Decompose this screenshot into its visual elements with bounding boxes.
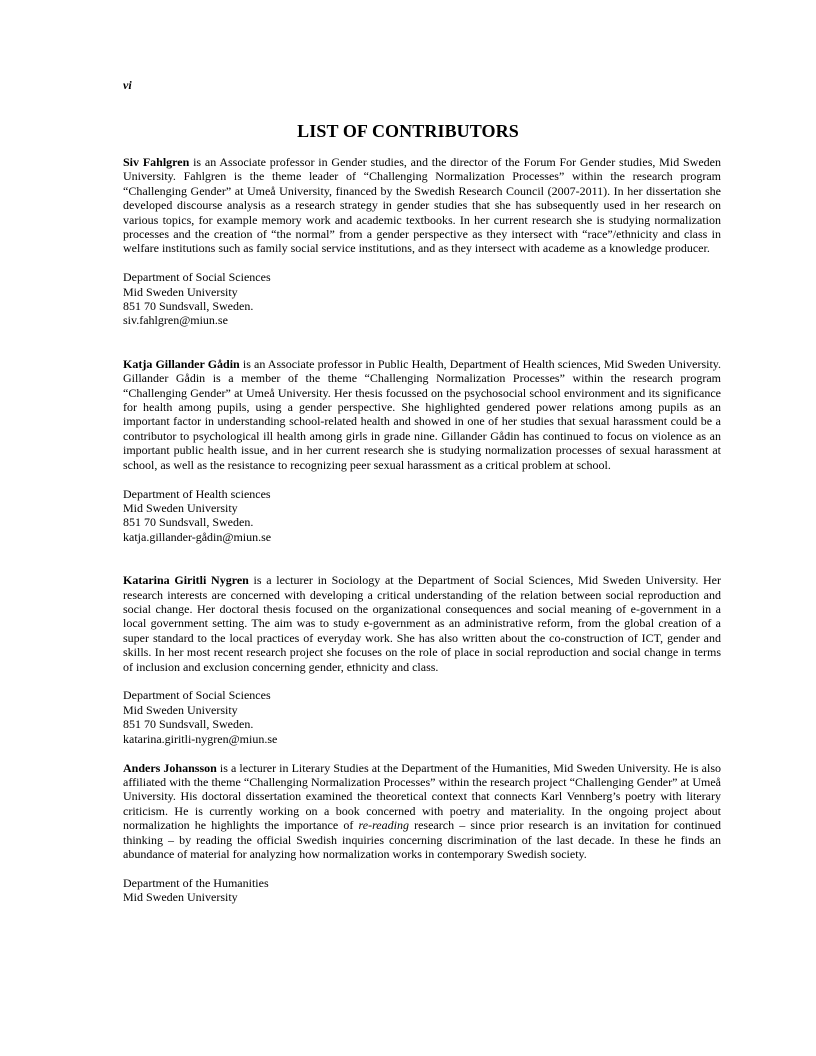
contributor-address: [123, 688, 721, 746]
spacer: [123, 746, 721, 761]
address-city: 851 70 Sundsvall, Sweden.: [123, 717, 254, 732]
contributor-bio: Katarina Giritli Nygren is a lecturer in Sociology at the Department of Social Sciences, Mid Sweden University. Her research interests are concerned with developing a critical understanding of the relation between social reproduction and social change. Her doctoral thesis focused on the organizational consequences and social meaning of e-government in a local government setting. The aim was to study e-government as an administrative reform, from the global creation of a super standard to the local practices of everyday work. She has also written about the co-construction of ICT, gender and skills. In her most recent research project she focuses on the role of place in social reproduction and social change in terms of inclusion and exclusion concerning gender, ethnicity and class.: [123, 573, 721, 674]
contributor-name: Katja Gillander Gådin: [123, 356, 240, 371]
address-university: Mid Sweden University: [123, 284, 238, 299]
contributor-bio: Anders Johansson is a lecturer in Literary Studies at the Department of the Humanities, Mid Sweden University. He is also affiliated with the theme “Challenging Normalization Processes” within the research project “Challenging Gender” at Umeå University. His doctoral dissertation examined the theoretical context that connects Karl Vennberg’s poetry with literary criticism. He is currently working on a book concerned with poetry and materiality. In the ongoing project about normalization he highlights the importance of re-reading research – since prior research is an invitation for continued thinking – by reading the official Swedish inquiries concerning discrimination of the last decade. In these he finds an abundance of material for analyzing how normalization works in contemporary Swedish society.: [123, 760, 722, 862]
contributor-bio: Siv Fahlgren is an Associate professor in Gender studies, and the director of the Forum For Gender studies, Mid Sweden University. Fahlgren is the theme leader of “Challenging Normalization Processes” within the research program “Challenging Gender” at Umeå University, financed by the Swedish Research Council (2007-2011). In her dissertation she developed discourse analysis as a research strategy in gender studies that she has subsequently used in her research on various topics, for example memory work and academic textbooks. In her current research she is studying normalization processes and the creation of “the normal” from a gender perspective as they intersect with “race”/ethnicity and class in welfare institutions such as family social service institutions, and as they intersect with academe as a knowledge producer.: [123, 155, 721, 256]
address-department: Department of Social Sciences: [123, 270, 271, 285]
spacer: [123, 544, 721, 573]
contributor-email: siv.fahlgren@miun.se: [123, 313, 228, 328]
page-number: vi: [123, 78, 132, 92]
contributor-address: [123, 876, 721, 905]
contributor-email: katja.gillander-gådin@miun.se: [123, 529, 272, 544]
contributor-entry: [123, 357, 721, 544]
spacer: [123, 328, 721, 357]
address-department: Department of Health sciences: [123, 486, 271, 501]
address-department: Department of Social Sciences: [123, 688, 271, 703]
address-university: Mid Sweden University: [123, 702, 238, 717]
address-university: Mid Sweden University: [123, 500, 238, 515]
address-city: 851 70 Sundsvall, Sweden.: [123, 299, 254, 314]
contributor-entry: [123, 573, 721, 746]
contributor-bio: Katja Gillander Gådin is an Associate professor in Public Health, Department of Health sciences, Mid Sweden University. Gillander Gådin is a member of the theme “Challenging Normalization Processes” within the research program “Challenging Gender” at Umeå University. Her thesis focussed on the psychosocial school environment and its significance for health among pupils, using a gender perspective. She highlighted gendered power relations among pupils as an important factor in understanding school-related health and showed in one of her studies that sexual harassment could be a contributor to psychological ill health among girls in grade nine. Gillander Gådin has continued to focus on violence as an important public health issue, and in her current research she is studying normalization processes of sexual harassment at school, as well as the resistance to recognizing peer sexual harassment as a critical problem at school.: [123, 356, 721, 472]
contributor-entry: [123, 155, 721, 328]
address-university: Mid Sweden University: [123, 890, 238, 905]
contributors-list: [123, 155, 721, 905]
contributor-name: Katarina Giritli Nygren: [123, 573, 249, 588]
address-department: Department of the Humanities: [123, 875, 269, 890]
page-title: LIST OF CONTRIBUTORS: [297, 121, 519, 141]
contributor-name: Siv Fahlgren: [123, 155, 190, 169]
contributor-entry: [123, 761, 721, 905]
contributor-email: katarina.giritli-nygren@miun.se: [123, 731, 278, 746]
contributor-address: [123, 487, 721, 545]
contributor-name: Anders Johansson: [123, 760, 217, 775]
contributor-address: [123, 270, 721, 328]
address-city: 851 70 Sundsvall, Sweden.: [123, 515, 254, 530]
